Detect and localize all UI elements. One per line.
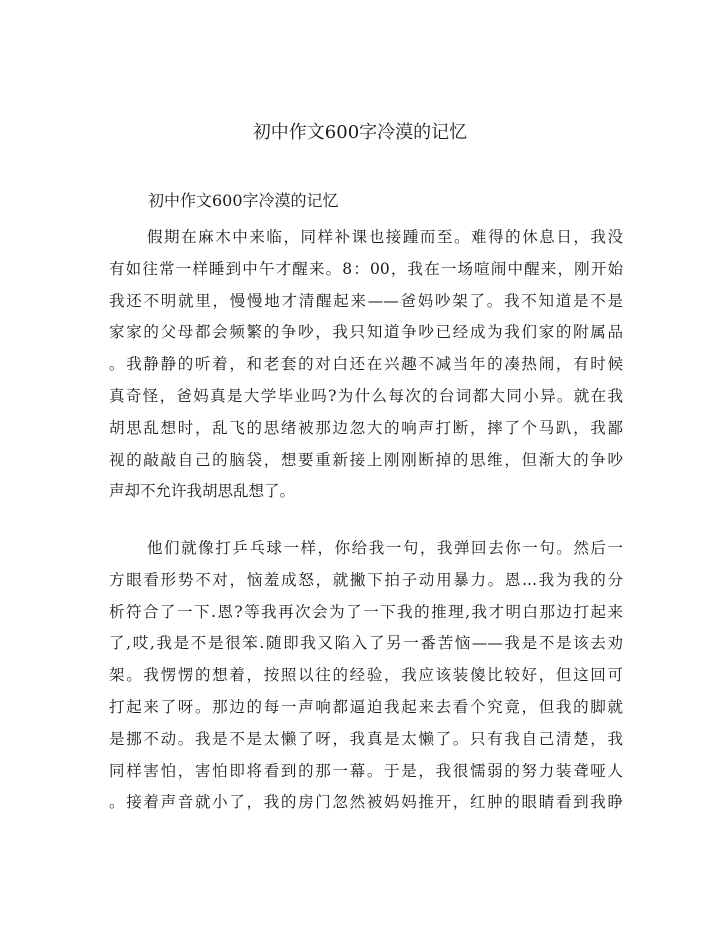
- paragraph-line: 他们就像打乒乓球一样，你给我一句，我弹回去你一句。然后一: [147, 539, 623, 557]
- paragraph-line: 声却不允许我胡思乱想了。: [109, 482, 296, 501]
- paragraph-line: 是挪不动。我是不是太懒了呀，我真是太懒了。只有我自己清楚，我: [109, 729, 623, 748]
- document-title: 初中作文600字冷漠的记忆: [252, 122, 468, 143]
- paragraph-line: 架。我愣愣的想着，按照以往的经验，我应该装傻比较好，但这回可: [109, 666, 623, 685]
- paragraph-line: 。我静静的听着，和老套的对白还在兴趣不减当年的凑热闹，有时候: [109, 355, 623, 374]
- paragraph-line: 家家的父母都会频繁的争吵，我只知道争吵已经成为我们家的附属品: [109, 323, 623, 342]
- paragraph-line: 。接着声音就小了，我的房门忽然被妈妈推开，红肿的眼睛看到我睁: [109, 793, 623, 812]
- paragraph-line: 胡思乱想时，乱飞的思绪被那边忽大的响声打断，摔了个马趴，我鄙: [109, 418, 623, 437]
- paragraph-line: 真奇怪，爸妈真是大学毕业吗?为什么每次的台词都大同小异。就在我: [109, 386, 623, 405]
- paragraph-1: [109, 222, 623, 508]
- paragraph-line: 同样害怕，害怕即将看到的那一幕。于是，我很懦弱的努力装聋哑人: [109, 761, 623, 780]
- paragraph-line: 析符合了一下.恩?等我再次会为了一下我的推理,我才明白那边打起来: [109, 602, 623, 621]
- paragraph-line: 视的敲敲自己的脑袋，想要重新接上刚刚断掉的思维，但渐大的争吵: [109, 450, 623, 469]
- paragraph-line: 了,哎,我是不是很笨.随即我又陷入了另一番苦恼——我是不是该去劝: [109, 634, 623, 653]
- paragraph-line: 有如往常一样睡到中午才醒来。8：00，我在一场喧闹中醒来，刚开始: [109, 259, 623, 278]
- paragraph-2: [109, 533, 623, 819]
- paragraph-line: 方眼看形势不对，恼羞成怒，就撇下拍子动用暴力。恩...我为我的分: [109, 570, 623, 589]
- essay-subtitle: 初中作文600字冷漠的记忆: [148, 191, 339, 210]
- paragraph-line: 我还不明就里，慢慢地才清醒起来——爸妈吵架了。我不知道是不是: [109, 291, 623, 310]
- paragraph-line: 假期在麻木中来临，同样补课也接踵而至。难得的休息日，我没: [147, 228, 623, 246]
- paragraph-line: 打起来了呀。那边的每一声响都逼迫我起来去看个究竟，但我的脚就: [109, 697, 623, 716]
